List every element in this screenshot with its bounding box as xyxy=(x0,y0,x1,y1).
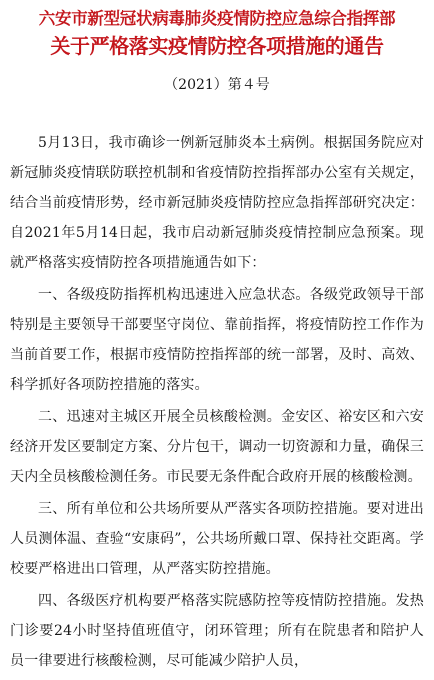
paragraph-item-3: 三、所有单位和公共场所要从严落实各项防控措施。要对进出人员测体温、查验“安康码”，公共场所戴口罩、保持社交距离。学校要严格进出口管理，从严落实防控措施。 xyxy=(10,501,424,577)
paragraph-item-4: 四、各级医疗机构要严格落实院感防控等疫情防控措施。发热门诊要24小时坚持值班值守，闭环管理；所有在院患者和陪护人员一律要进行核酸检测，尽可能减少陪护人员， xyxy=(10,593,424,669)
paragraph-item-1: 一、各级疫防指挥机构迅速进入应急状态。各级党政领导干部特别是主要领导干部要坚守岗位、靠前指挥，将疫情防控工作作为当前首要工作，根据市疫情防控指挥部的统一部署，及时、高效、科学抓好各项防控措施的落实。 xyxy=(10,287,424,393)
paragraph-intro: 5月13日，我市确诊一例新冠肺炎本土病例。根据国务院应对新冠肺炎疫情联防联控机制和省疫情防控指挥部办公室有关规定，结合当前疫情形势，经市新冠肺炎疫情防控应急指挥部研究决定：自2021年5月14日起，我市启动新冠肺炎疫情控制应急预案。现就严格落实疫情防控各项措施通告如下： xyxy=(10,135,424,271)
paragraph-item-2: 二、迅速对主城区开展全员核酸检测。金安区、裕安区和六安经济开发区要制定方案、分片包干，调动一切资源和力量，确保三天内全员核酸检测任务。市民要无条件配合政府开展的核酸检测。 xyxy=(10,409,424,485)
notice-title: 关于严格落实疫情防控各项措施的通告 xyxy=(50,34,384,58)
notice-body xyxy=(10,128,424,678)
document-number: （2021）第４号 xyxy=(164,77,270,93)
issuing-organization: 六安市新型冠状病毒肺炎疫情防控应急综合指挥部 xyxy=(38,9,396,28)
